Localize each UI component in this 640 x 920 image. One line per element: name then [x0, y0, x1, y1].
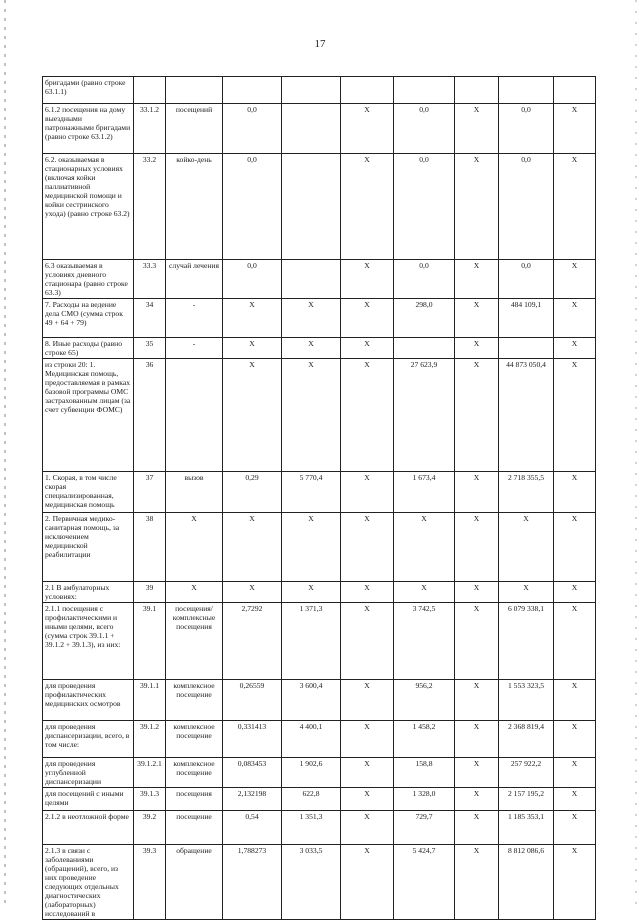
cell-v3: Х: [341, 299, 394, 338]
cell-v4: Х: [394, 582, 455, 603]
cell-v1: Х: [223, 513, 282, 582]
table-row: [43, 299, 596, 338]
cell-v4: [394, 77, 455, 104]
cell-unit: Х: [166, 582, 223, 603]
cell-v7: Х: [554, 845, 596, 920]
cell-unit: посещения: [166, 788, 223, 811]
cell-v6: 0,0: [499, 104, 554, 154]
cell-v3: Х: [341, 758, 394, 788]
cell-v3: Х: [341, 788, 394, 811]
cell-unit: -: [166, 299, 223, 338]
row-label-cell: 2.1.3 в связи с заболеваниями (обращений), всего, из них проведение следующих отдельных диагностических (лабораторных) исследований в: [43, 845, 134, 920]
table-row: [43, 811, 596, 845]
cell-v7: Х: [554, 788, 596, 811]
cell-v3: Х: [341, 582, 394, 603]
cell-v2: [282, 154, 341, 260]
cell-v1: 0,331413: [223, 721, 282, 758]
cell-v5: Х: [455, 811, 499, 845]
cell-v7: Х: [554, 104, 596, 154]
cell-unit: вызов: [166, 472, 223, 513]
cell-code: 39.1: [134, 603, 166, 680]
table-row: [43, 338, 596, 359]
cell-v7: Х: [554, 721, 596, 758]
cell-v3: Х: [341, 359, 394, 472]
cell-v4: 158,8: [394, 758, 455, 788]
cell-unit: посещение: [166, 811, 223, 845]
cell-code: 39.1.1: [134, 680, 166, 721]
cell-v4: 3 742,5: [394, 603, 455, 680]
cell-v4: 1 328,0: [394, 788, 455, 811]
cell-v4: 1 673,4: [394, 472, 455, 513]
cell-v5: Х: [455, 680, 499, 721]
cell-v1: Х: [223, 359, 282, 472]
cell-v3: Х: [341, 472, 394, 513]
cell-v7: Х: [554, 338, 596, 359]
cell-v1: 0,0: [223, 104, 282, 154]
row-label-cell: для проведения диспансеризации, всего, в том числе:: [43, 721, 134, 758]
cell-unit: [166, 359, 223, 472]
cell-code: 36: [134, 359, 166, 472]
cell-v6: 257 922,2: [499, 758, 554, 788]
cell-v6: 8 812 086,6: [499, 845, 554, 920]
cell-v3: Х: [341, 154, 394, 260]
cell-v4: 0,0: [394, 104, 455, 154]
table-row: [43, 845, 596, 920]
cell-unit: обращение: [166, 845, 223, 920]
cell-v7: Х: [554, 582, 596, 603]
cell-v2: 1 902,6: [282, 758, 341, 788]
cell-v1: 0,0: [223, 154, 282, 260]
cell-v5: [455, 77, 499, 104]
row-label-cell: бригадами (равно строке 63.1.1): [43, 77, 134, 104]
table-row: [43, 104, 596, 154]
cell-unit: комплексное посещение: [166, 680, 223, 721]
cell-unit: -: [166, 338, 223, 359]
cell-v5: Х: [455, 721, 499, 758]
cell-v2: [282, 77, 341, 104]
cell-unit: [166, 77, 223, 104]
table-row: [43, 513, 596, 582]
cell-v7: Х: [554, 513, 596, 582]
cell-v2: [282, 260, 341, 299]
cell-v4: 729,7: [394, 811, 455, 845]
table-row: [43, 154, 596, 260]
cell-v7: Х: [554, 472, 596, 513]
cell-v7: Х: [554, 260, 596, 299]
cell-v6: 0,0: [499, 154, 554, 260]
cell-v3: Х: [341, 721, 394, 758]
cell-v3: Х: [341, 104, 394, 154]
cell-v5: Х: [455, 299, 499, 338]
cell-v1: [223, 77, 282, 104]
cell-v3: Х: [341, 338, 394, 359]
cell-v7: Х: [554, 811, 596, 845]
cell-code: 38: [134, 513, 166, 582]
cell-v1: 1,788273: [223, 845, 282, 920]
cell-v5: Х: [455, 788, 499, 811]
cell-v4: 0,0: [394, 154, 455, 260]
table-row: [43, 359, 596, 472]
cell-v3: Х: [341, 513, 394, 582]
cell-v7: Х: [554, 680, 596, 721]
cell-v7: Х: [554, 299, 596, 338]
row-label-cell: 7. Расходы на ведение дела СМО (сумма строк 49 + 64 + 79): [43, 299, 134, 338]
cell-code: 35: [134, 338, 166, 359]
cell-v1: Х: [223, 338, 282, 359]
cell-v3: Х: [341, 811, 394, 845]
cell-v5: Х: [455, 104, 499, 154]
cell-v6: [499, 338, 554, 359]
cell-v6: 484 109,1: [499, 299, 554, 338]
cell-v7: Х: [554, 154, 596, 260]
table-row: [43, 472, 596, 513]
cell-v2: Х: [282, 582, 341, 603]
cell-v3: [341, 77, 394, 104]
row-label-cell: 6.2. оказываемая в стационарных условиях (включая койки паллиативной медицинской помощи и койки сестринского ухода) (равно строке 63.2): [43, 154, 134, 260]
cell-v1: 2,7292: [223, 603, 282, 680]
cell-v6: 1 553 323,5: [499, 680, 554, 721]
cell-v5: Х: [455, 154, 499, 260]
cell-unit: комплексное посещение: [166, 758, 223, 788]
cell-v5: Х: [455, 359, 499, 472]
cell-v2: Х: [282, 359, 341, 472]
cell-v7: Х: [554, 758, 596, 788]
cell-v2: 1 351,3: [282, 811, 341, 845]
row-label-cell: для посещений с иными целями: [43, 788, 134, 811]
table-row: [43, 582, 596, 603]
cell-v1: Х: [223, 299, 282, 338]
cell-v2: 622,8: [282, 788, 341, 811]
table-row: [43, 758, 596, 788]
cell-v3: Х: [341, 845, 394, 920]
row-label-cell: 2. Первичная медико-санитарная помощь, за исключением медицинской реабилитации: [43, 513, 134, 582]
scan-left-edge: [4, 0, 6, 905]
cell-v6: 0,0: [499, 260, 554, 299]
cell-v7: Х: [554, 603, 596, 680]
cell-code: 33.3: [134, 260, 166, 299]
cell-v4: 956,2: [394, 680, 455, 721]
cell-code: 39.1.3: [134, 788, 166, 811]
cell-v3: Х: [341, 603, 394, 680]
cell-unit: посещений: [166, 104, 223, 154]
cell-v5: Х: [455, 845, 499, 920]
page-number: 17: [314, 38, 326, 50]
row-label-cell: 8. Иные расходы (равно строке 65): [43, 338, 134, 359]
cell-v1: 0,54: [223, 811, 282, 845]
cell-v5: Х: [455, 603, 499, 680]
cell-v1: Х: [223, 582, 282, 603]
row-label-cell: 6.1.2 посещения на дому выездными патронажными бригадами (равно строке 63.1.2): [43, 104, 134, 154]
cell-v4: 298,0: [394, 299, 455, 338]
cell-code: 33.2: [134, 154, 166, 260]
row-label-cell: 6.3 оказываемая в условиях дневного стационара (равно строке 63.3): [43, 260, 134, 299]
cell-v6: [499, 77, 554, 104]
cell-v5: Х: [455, 472, 499, 513]
cell-code: 39.3: [134, 845, 166, 920]
table-row: [43, 680, 596, 721]
scan-right-edge: [635, 0, 637, 905]
cell-v5: Х: [455, 338, 499, 359]
cell-v2: Х: [282, 513, 341, 582]
cell-v2: 5 770,4: [282, 472, 341, 513]
cell-v4: 5 424,7: [394, 845, 455, 920]
cell-v1: 0,26559: [223, 680, 282, 721]
cell-v5: Х: [455, 513, 499, 582]
cell-code: [134, 77, 166, 104]
cell-v4: Х: [394, 513, 455, 582]
row-label-cell: 2.1 В амбулаторных условиях:: [43, 582, 134, 603]
cell-unit: койко-день: [166, 154, 223, 260]
cell-v2: 1 371,3: [282, 603, 341, 680]
cell-v6: 44 873 050,4: [499, 359, 554, 472]
cell-code: 37: [134, 472, 166, 513]
cell-v7: [554, 77, 596, 104]
cell-v4: [394, 338, 455, 359]
cell-v2: Х: [282, 338, 341, 359]
cell-v7: Х: [554, 359, 596, 472]
cell-code: 39.1.2: [134, 721, 166, 758]
cell-v1: 0,083453: [223, 758, 282, 788]
row-label-cell: 2.1.2 в неотложной форме: [43, 811, 134, 845]
cell-v6: 2 157 195,2: [499, 788, 554, 811]
cell-v4: 1 458,2: [394, 721, 455, 758]
table-row: [43, 788, 596, 811]
cell-v1: 0,29: [223, 472, 282, 513]
cell-v6: Х: [499, 582, 554, 603]
row-label-cell: 2.1.1 посещения с профилактическими и иными целями, всего (сумма строк 39.1.1 + 39.1.2 + 39.1.3), из них:: [43, 603, 134, 680]
cell-v6: Х: [499, 513, 554, 582]
table-row: [43, 721, 596, 758]
cell-v1: 2,132198: [223, 788, 282, 811]
table-row: [43, 260, 596, 299]
cell-v3: Х: [341, 680, 394, 721]
cell-v2: 3 033,5: [282, 845, 341, 920]
cell-code: 33.1.2: [134, 104, 166, 154]
row-label-cell: из строки 20: 1. Медицинская помощь, предоставляемая в рамках базовой программы ОМС застрахованным лицам (за счет субвенции ФОМС): [43, 359, 134, 472]
cell-v6: 6 079 338,1: [499, 603, 554, 680]
table-row: [43, 603, 596, 680]
cell-v4: 27 623,9: [394, 359, 455, 472]
cell-v2: [282, 104, 341, 154]
cell-unit: Х: [166, 513, 223, 582]
cell-code: 34: [134, 299, 166, 338]
cell-unit: комплексное посещение: [166, 721, 223, 758]
cell-unit: посещения/комплексные посещения: [166, 603, 223, 680]
cell-v1: 0,0: [223, 260, 282, 299]
cell-v2: 4 400,1: [282, 721, 341, 758]
cell-code: 39: [134, 582, 166, 603]
table-row: [43, 77, 596, 104]
cell-v6: 2 718 355,5: [499, 472, 554, 513]
cell-v5: Х: [455, 260, 499, 299]
row-label-cell: для проведения углубленной диспансеризации: [43, 758, 134, 788]
cell-code: 39.1.2.1: [134, 758, 166, 788]
cell-code: 39.2: [134, 811, 166, 845]
row-label-cell: для проведения профилактических медицинских осмотров: [43, 680, 134, 721]
cell-v2: 3 600,4: [282, 680, 341, 721]
cell-v5: Х: [455, 758, 499, 788]
cell-v6: 2 368 819,4: [499, 721, 554, 758]
cell-unit: случай лечения: [166, 260, 223, 299]
cell-v4: 0,0: [394, 260, 455, 299]
cell-v5: Х: [455, 582, 499, 603]
data-table: [42, 76, 596, 920]
cell-v2: Х: [282, 299, 341, 338]
cell-v3: Х: [341, 260, 394, 299]
cell-v6: 1 185 353,1: [499, 811, 554, 845]
row-label-cell: 1. Скорая, в том числе скорая специализированная, медицинская помощь: [43, 472, 134, 513]
